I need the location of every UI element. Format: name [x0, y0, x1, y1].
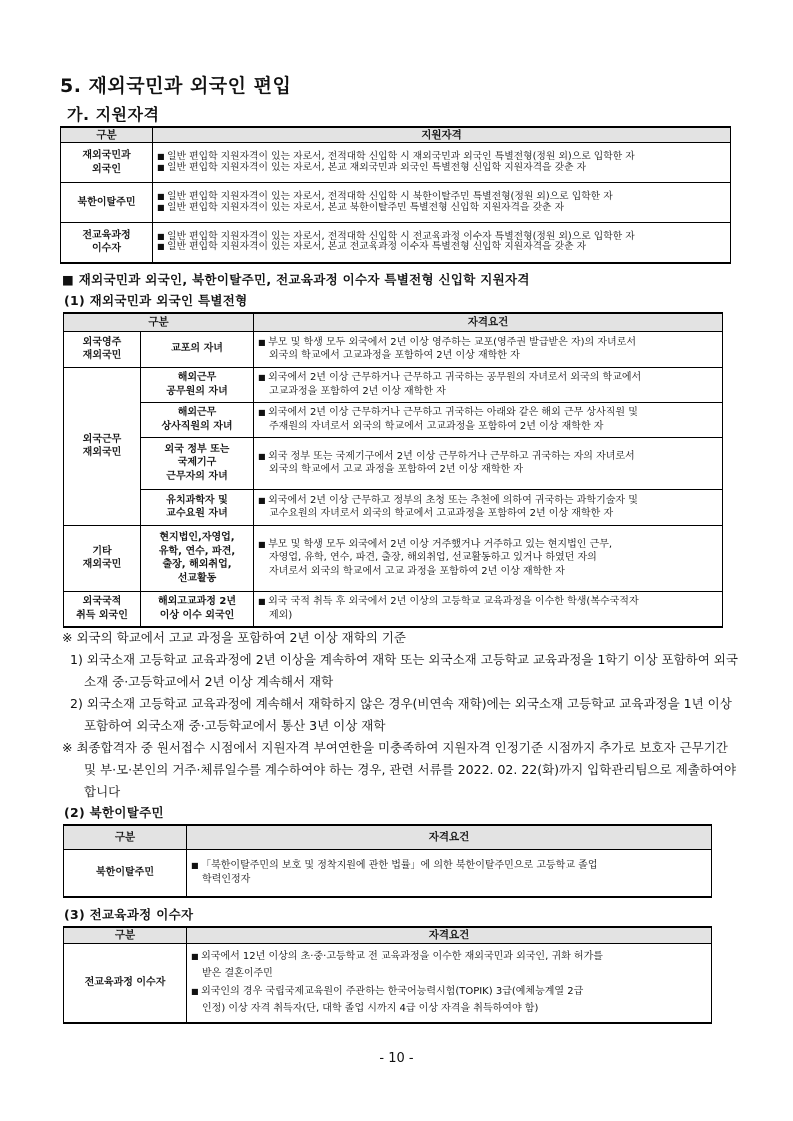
row-category: 재외국민과 외국인 [61, 143, 153, 183]
eligibility-table [60, 126, 731, 264]
sub-category: 해외고교과정 2년 이상 이수 외국인 [141, 591, 254, 627]
note-line: ※ 외국의 학교에서 고교 과정을 포함하여 2년 이상 재학의 기준 [62, 630, 406, 645]
page-number: - 10 - [379, 1051, 414, 1066]
sub-category: 해외근무 상사직원의 자녀 [141, 402, 254, 437]
note-line: 2) 외국소재 고등학교 교육과정에 계속해서 재학하지 않은 경우(비연속 재학)에는 외국소재 고등학교 교육과정을 1년 이상 포함하여 외국소재 중·고등학교에서 통산 3년 이상 재학 [70, 696, 732, 733]
table-row [64, 489, 723, 525]
sub-category: 해외근무 공무원의 자녀 [141, 367, 254, 402]
group-label: 외국국적 취득 외국인 [64, 591, 141, 627]
table-row [64, 402, 723, 437]
page-title: 5. 재외국민과 외국인 편입 [60, 75, 292, 97]
sub-category: 유치과학자 및 교수요원 자녀 [141, 489, 254, 525]
table-row [64, 849, 712, 897]
requirement-text: ■ 외국에서 2년 이상 근무하거나 근무하고 귀국하는 아래와 같은 해외 근무 상사직원 및 주재원의 자녀로서 외국의 학교에서 고교과정을 포함하여 2년 이상 재학한 자 [254, 402, 723, 437]
table-header-requirement: 자격요건 [254, 313, 723, 331]
requirement-text: ■ 부모 및 학생 모두 외국에서 2년 이상 영주하는 교포(영주권 발급받은 자)의 자녀로서 외국의 학교에서 고교과정을 포함하여 2년 이상 재학한 자 [254, 331, 723, 367]
section1-heading: (1) 재외국민과 외국인 특별전형 [64, 293, 248, 308]
row-category: 전교육과정 이수자 [64, 943, 187, 1023]
requirement-text: ■ 외국에서 2년 이상 근무하거나 근무하고 귀국하는 공무원의 자녀로서 외국의 학교에서 고교과정을 포함하여 2년 이상 재학한 자 [254, 367, 723, 402]
requirement-text: ■ 부모 및 학생 모두 외국에서 2년 이상 거주했거나 거주하고 있는 현지법인 근무, 자영업, 유학, 연수, 파견, 출장, 해외취업, 선교활동하고 있거나 하였던 자의 자녀로서 외국의 학교에서 고교 과정을 포함하여 2년 이상 재학한 자 [254, 525, 723, 591]
note-line: 1) 외국소재 고등학교 교육과정에 2년 이상을 계속하여 재학 또는 외국소재 고등학교 교육과정을 1학기 이상 포함하여 외국소재 중·고등학교에서 2년 이상 계속해서 재학 [70, 652, 738, 689]
group-label: 외국근무 재외국민 [64, 367, 141, 525]
overseas-korean-table [63, 312, 723, 628]
table-header-category: 구분 [61, 127, 153, 143]
group-label: 기타 재외국민 [64, 525, 141, 591]
note-line: ※ 최종합격자 중 원서접수 시점에서 지원자격 부여연한을 미충족하여 지원자격 인정기준 시점까지 추가로 보호자 근무기간 및 부·모·본인의 거주·체류일수를 계수하여야 하는 경우, 관련 서류를 2022. 02. 22(화)까지 입학관리팀으로 제출하여야 합니다 [62, 740, 737, 799]
notes-block [62, 627, 742, 803]
table-row [64, 591, 723, 627]
requirement-text: ■ 외국 국적 취득 후 외국에서 2년 이상의 고등학교 교육과정을 이수한 학생(복수국적자 제외) [254, 591, 723, 627]
requirement-text: ■ 「북한이탈주민의 보호 및 정착지원에 관한 법률」에 의한 북한이탈주민으로 고등학교 졸업 학력인정자 [187, 849, 712, 897]
section-main-heading: ■ 재외국민과 외국인, 북한이탈주민, 전교육과정 이수자 특별전형 신입학 지원자격 [62, 272, 530, 287]
table-header-category: 구분 [64, 313, 254, 331]
sub-category: 교포의 자녀 [141, 331, 254, 367]
table-row [64, 525, 723, 591]
requirement-text: ■ 외국 정부 또는 국제기구에서 2년 이상 근무하거나 근무하고 귀국하는 자의 자녀로서 외국의 학교에서 고교 과정을 포함하여 2년 이상 재학한 자 [254, 437, 723, 489]
row-requirements: ■ 일반 편입학 지원자격이 있는 자로서, 전적대학 신입학 시 전교육과정 이수자 특별전형(정원 외)으로 입학한 자 ■ 일반 편입학 지원자격이 있는 자로서, 본교 전교육과정 이수자 특별전형 신입학 지원자격을 갖춘 자 [153, 223, 731, 263]
requirement-text: ■ 외국에서 2년 이상 근무하고 정부의 초청 또는 추천에 의하여 귀국하는 과학기술자 및 교수요원의 자녀로서 외국의 학교에서 고교과정을 포함하여 2년 이상 재학한 자 [254, 489, 723, 525]
table-row [61, 223, 731, 263]
table-header-requirement: 자격요건 [187, 927, 712, 943]
section3-heading: (3) 전교육과정 이수자 [64, 907, 194, 922]
section-heading: 가. 지원자격 [67, 105, 160, 124]
table-row [61, 183, 731, 223]
sub-category: 현지법인,자영업, 유학, 연수, 파견, 출장, 해외취업, 선교활동 [141, 525, 254, 591]
table-row [61, 143, 731, 183]
sub-category: 외국 정부 또는 국제기구 근무자의 자녀 [141, 437, 254, 489]
table-header-requirement: 지원자격 [153, 127, 731, 143]
table-row [64, 437, 723, 489]
table-header-category: 구분 [64, 825, 187, 849]
row-category: 북한이탈주민 [64, 849, 187, 897]
row-requirements: ■ 일반 편입학 지원자격이 있는 자로서, 전적대학 신입학 시 재외국민과 외국인 특별전형(정원 외)으로 입학한 자 ■ 일반 편입학 지원자격이 있는 자로서, 본교 재외국민과 외국인 특별전형 신입학 지원자격을 갖춘 자 [153, 143, 731, 183]
table-row [64, 943, 712, 1023]
table-header-category: 구분 [64, 927, 187, 943]
section2-heading: (2) 북한이탈주민 [64, 805, 164, 820]
table-row [64, 367, 723, 402]
row-requirements: ■ 일반 편입학 지원자격이 있는 자로서, 전적대학 신입학 시 북한이탈주민 특별전형(정원 외)으로 입학한 자 ■ 일반 편입학 지원자격이 있는 자로서, 본교 북한이탈주민 특별전형 신입학 지원자격을 갖춘 자 [153, 183, 731, 223]
row-category: 전교육과정 이수자 [61, 223, 153, 263]
table-row [64, 331, 723, 367]
full-curriculum-table [63, 926, 712, 1024]
requirement-text: ■ 외국에서 12년 이상의 초·중·고등학교 전 교육과정을 이수한 재외국민과 외국인, 귀화 허가를 받은 결혼이주민 ■ 외국인의 경우 국립국제교육원이 주관하는 한국어능력시험(TOPIK) 3급(예체능계열 2급 인정) 이상 자격 취득자(단, 대학 졸업 시까지 4급 이상 자격을 취득하여야 함) [187, 943, 712, 1023]
group-label: 외국영주 재외국민 [64, 331, 141, 367]
north-korean-defector-table [63, 824, 712, 898]
row-category: 북한이탈주민 [61, 183, 153, 223]
table-header-requirement: 자격요건 [187, 825, 712, 849]
